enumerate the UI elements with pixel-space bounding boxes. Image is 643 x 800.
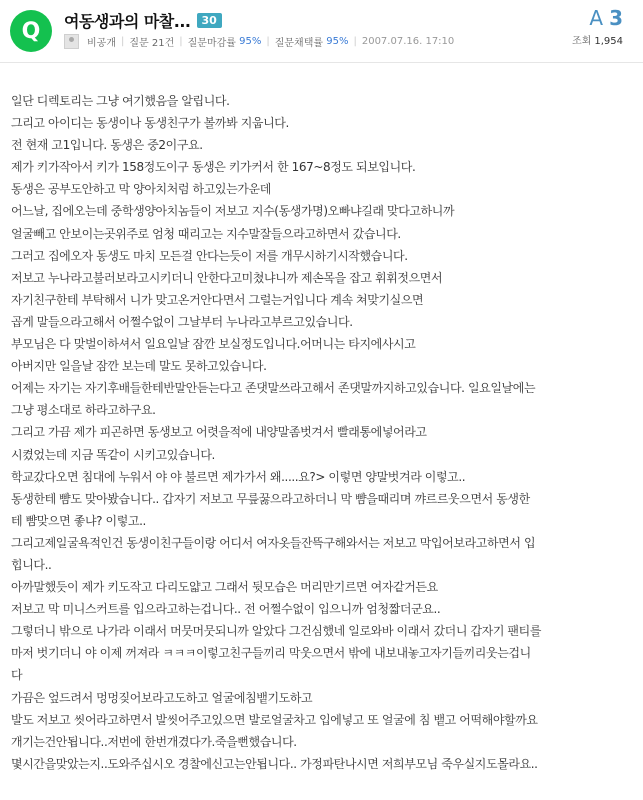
body-line: 그렇더니 밖으로 나가라 이래서 머뭇머뭇되니까 알았다 그건심했네 일로와바 이래서 갔더니 갑자기 팬티를	[11, 624, 542, 639]
body-line: 아까말했듯이 제가 키도작고 다리도얇고 그래서 뒷모습은 머리만기르면 여자같거든요	[11, 580, 438, 595]
close-rate-value: 95%	[239, 36, 262, 47]
body-line: 그리고 가끔 제가 피곤하면 동생보고 어렷을적에 내양말좀벗겨서 빨래통에넣어라고	[11, 425, 427, 440]
body-line: 얼굴빼고 안보이는곳위주로 엄청 때리고는 지수말잘들으라고하면서 갔습니다.	[11, 226, 401, 241]
body-line: 그러고 집에오자 동생도 마치 모든걸 안다는듯이 저를 개무시하기시작했습니다.	[11, 248, 408, 263]
body-line: 동생은 공부도안하고 막 양아치처럼 하고있는가운데	[11, 182, 271, 197]
divider: |	[179, 36, 183, 47]
close-rate-label: 질문마감률	[187, 38, 236, 49]
answer-count[interactable]	[572, 6, 623, 30]
level-badge: 30	[197, 13, 222, 28]
view-count	[572, 32, 623, 47]
body-line: 마저 벗기더니 야 이제 꺼져라 ㅋㅋㅋ이렇고친구들끼리 막웃으면서 밖에 내보내놓고자기들끼리웃는겁니	[11, 646, 531, 661]
adopt-rate-label: 질문채택률	[274, 38, 324, 49]
body-line: 가끔은 엎드려서 멍멍짖어보라고도하고 얼굴에침뱉기도하고	[11, 690, 313, 705]
body-line: 어느날, 집에오는데 중학생양아치놈들이 저보고 지수(동생가명)오빠냐길래 맞다고하니까	[11, 204, 455, 219]
body-line: 저보고 막 미니스커트를 입으라고하는겁니다.. 전 어쩔수없이 입으니까 엄청짧더군요..	[11, 602, 441, 617]
body-line: 그냥 평소대로 하라고하구요.	[11, 403, 156, 418]
avatar-icon	[64, 34, 79, 49]
body-line: 전 현재 고1입니다. 동생은 중2이구요.	[11, 138, 203, 153]
body-line: 그리고 아이디는 동생이나 동생친구가 볼까봐 지웁니다.	[11, 116, 289, 131]
divider: |	[353, 36, 357, 47]
question-icon: Q	[10, 10, 52, 52]
adopt-rate-value: 95%	[326, 36, 349, 47]
body-line: 힙니다..	[11, 557, 52, 572]
author-name[interactable]: 비공개	[87, 38, 116, 49]
body-line: 곱게 말들으라고해서 어쩔수없이 그날부터 누나라고부르고있습니다.	[11, 314, 353, 329]
post-date: 2007.07.16. 17:10	[361, 36, 455, 47]
divider: |	[266, 36, 270, 47]
views-value: 1,954	[594, 36, 623, 47]
title-row	[64, 9, 222, 32]
body-line: 동생한테 뺨도 맞아봤습니다.. 갑자기 저보고 무릎꿇으라고하더니 막 뺨을때리며 꺄르르웃으면서 동생한	[11, 491, 530, 506]
body-line: 개기는건안됩니다..저번에 한번개겼다가.죽을뻔했습니다.	[11, 734, 297, 749]
body-line: 저보고 누나라고불러보라고시키더니 안한다고미쳤냐니까 제손목을 잡고 휘휘젓으면서	[11, 270, 443, 285]
body-line: 테 뺨맞으면 좋냐? 이렇고..	[11, 513, 146, 528]
body-line: 자기친구한테 부탁해서 니가 맞고온거안다면서 그럴는거입니다 계속 쳐맞기실으면	[11, 292, 424, 307]
body-line: 시켰었는데 지금 똑같이 시키고있습니다.	[11, 447, 215, 462]
views-label: 조회	[572, 36, 592, 47]
divider: |	[120, 36, 125, 47]
body-line: 발도 저보고 씻어라고하면서 발씻어주고있으면 발로얼굴차고 입에넣고 또 얼굴에 침 뱉고 어떡해야할까요	[11, 712, 538, 727]
body-line: 몇시간을맞았는지..도와주십시오 경찰에신고는안됩니다.. 가정파탄나시면 저희부모님 죽우실지도몰라요..	[11, 756, 538, 771]
body-line: 일단 디렉토리는 그냥 여기했음을 알립니다.	[11, 94, 230, 108]
question-count: 질문 21건	[129, 38, 175, 49]
body-line: 다	[11, 668, 23, 683]
answer-summary	[572, 6, 623, 47]
question-title[interactable]: 여동생과의 마찰...	[64, 12, 191, 31]
body-line: 부모님은 다 맞벌이하셔서 일요일날 잠깐 보실정도입니다.어머니는 타지에사시고	[11, 337, 416, 352]
body-line: 제가 키가작아서 키가 158정도이구 동생은 키가커서 한 167~8정도 되보입니다.	[11, 160, 416, 175]
body-line: 그리고제일굴욕적인건 동생이친구들이랑 어디서 여자옷들잔뜩구해와서는 저보고 막입어보라고하면서 입	[11, 535, 536, 550]
body-line: 아버지만 일을날 잠깐 보는데 말도 못하고있습니다.	[11, 359, 267, 374]
question-body	[11, 90, 637, 775]
question-header	[0, 0, 643, 63]
answer-prefix: A	[589, 6, 604, 30]
author-meta	[64, 34, 454, 49]
body-line: 학교갔다오면 침대에 누워서 야 야 불르면 제가가서 왜.....요?> 이렇면 양말벗겨라 이렇고..	[11, 469, 466, 484]
answer-number: 3	[609, 6, 623, 30]
body-line: 어제는 자기는 자기후배들한테반말안듣는다고 존댓말쓰라고해서 존댓말까지하고있습니다. 일요일날에는	[11, 381, 536, 396]
